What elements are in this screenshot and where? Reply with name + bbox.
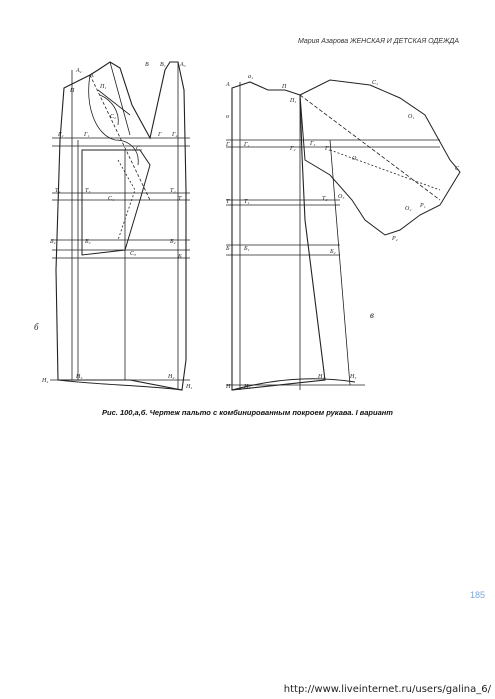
- svg-text:С₄: С₄: [108, 196, 115, 202]
- svg-text:Н₃: Н₃: [350, 374, 357, 380]
- svg-text:Г₂: Г₂: [290, 146, 296, 152]
- svg-text:П: П: [282, 84, 287, 90]
- svg-text:Р₁: Р₁: [420, 203, 426, 209]
- svg-text:Г: Г: [226, 142, 230, 148]
- svg-text:Б₃: Б₃: [85, 239, 91, 245]
- svg-text:Г₁: Г₁: [244, 142, 250, 148]
- footer-url[interactable]: http://www.liveinternet.ru/users/galina_6/: [283, 684, 491, 695]
- svg-text:А: А: [226, 82, 230, 88]
- svg-text:О₃: О₃: [338, 194, 345, 200]
- page-header: Мария Азарова ЖЕНСКАЯ И ДЕТСКАЯ ОДЕЖДА: [297, 38, 459, 45]
- svg-text:A₃: A₃: [180, 62, 186, 68]
- svg-text:О: О: [352, 156, 357, 162]
- svg-text:С₃: С₃: [136, 146, 143, 152]
- svg-text:П: П: [70, 88, 75, 94]
- svg-text:П₁: П₁: [290, 98, 297, 104]
- left-panel-label: б: [34, 322, 39, 332]
- svg-text:о: о: [226, 114, 229, 120]
- svg-text:Т: Т: [178, 196, 182, 202]
- right-panel-label: в: [370, 310, 374, 320]
- svg-text:О₁: О₁: [408, 114, 415, 120]
- svg-text:С₁: С₁: [372, 80, 379, 86]
- svg-text:Н₁: Н₁: [186, 384, 193, 390]
- right-pattern-drawing: [226, 80, 460, 390]
- svg-text:С₂: С₂: [110, 114, 117, 120]
- svg-text:Б₁: Б₁: [244, 246, 250, 252]
- left-pattern-drawing: [50, 62, 193, 390]
- svg-text:Т: Т: [226, 199, 230, 205]
- svg-text:С: С: [455, 166, 460, 172]
- svg-text:Н: Н: [226, 384, 231, 390]
- right-pattern-labels: [225, 74, 460, 390]
- svg-text:Г₄: Г₄: [172, 132, 178, 138]
- svg-text:Г: Г: [158, 132, 162, 138]
- svg-text:А: А: [90, 73, 94, 79]
- svg-text:Б: Б: [226, 246, 230, 252]
- svg-text:Т₄: Т₄: [55, 188, 61, 194]
- svg-text:Р₂: Р₂: [392, 236, 398, 242]
- svg-text:Н₁: Н₁: [244, 384, 251, 390]
- figure-caption: Рис. 100,а,б. Чертеж пальто с комбинированным покроем рукава. I вариант: [102, 408, 393, 417]
- svg-text:О₂: О₂: [405, 206, 412, 212]
- svg-text:Н₂: Н₂: [168, 374, 175, 380]
- svg-text:Б₄: Б₄: [50, 239, 56, 245]
- svg-text:Г₃: Г₃: [310, 141, 316, 147]
- page-number: 185: [469, 590, 485, 600]
- svg-text:Т₁: Т₁: [244, 199, 250, 205]
- svg-text:A₂: A₂: [76, 68, 82, 74]
- svg-text:Н₂: Н₂: [318, 374, 325, 380]
- svg-text:С₅: С₅: [130, 251, 137, 257]
- svg-text:Н₄: Н₄: [42, 378, 49, 384]
- svg-text:Г₄: Г₄: [325, 146, 331, 152]
- svg-text:Т₂: Т₂: [322, 196, 328, 202]
- svg-text:а₁: а₁: [248, 74, 254, 80]
- svg-text:В: В: [145, 62, 149, 68]
- svg-text:Б: Б: [178, 254, 182, 260]
- svg-text:Б₂: Б₂: [330, 249, 336, 255]
- svg-text:Г₂: Г₂: [58, 132, 64, 138]
- svg-text:П₁: П₁: [100, 84, 107, 90]
- svg-text:В₁: В₁: [160, 62, 166, 68]
- svg-text:Б₂: Б₂: [170, 239, 176, 245]
- svg-text:Г₁: Г₁: [84, 132, 90, 138]
- svg-text:Т₂: Т₂: [170, 188, 176, 194]
- svg-text:Т₃: Т₃: [85, 188, 91, 194]
- svg-text:Н₃: Н₃: [76, 374, 83, 380]
